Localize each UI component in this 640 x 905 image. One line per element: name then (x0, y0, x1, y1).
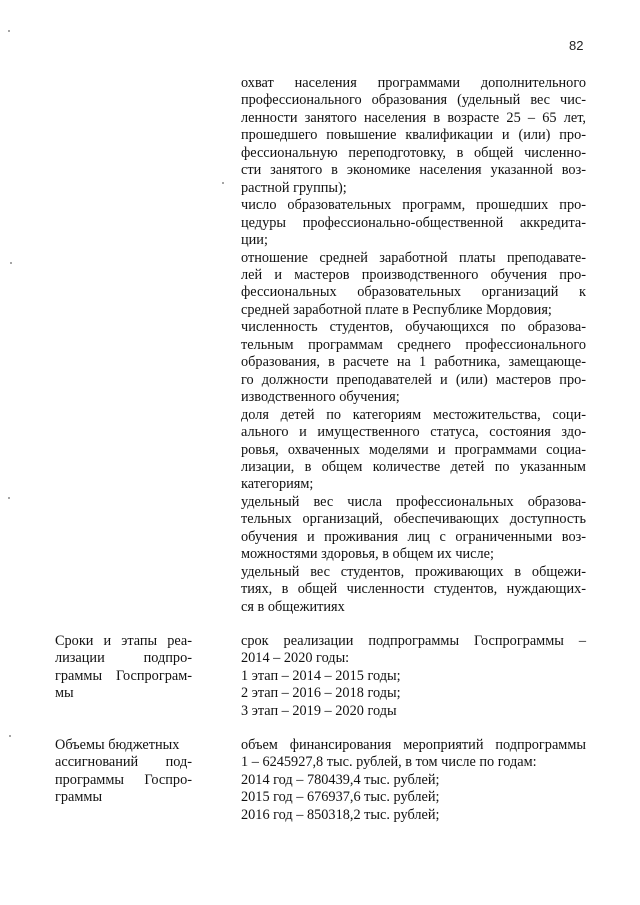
scan-mark (10, 262, 12, 264)
indicators-text (241, 75, 586, 616)
text-line: ции; (241, 232, 268, 249)
funds-value (241, 737, 586, 824)
text-line: доля детей по категориям местожительства, соци- (241, 406, 586, 423)
text-line: обучения и проживания лиц с ограниченными воз- (241, 528, 586, 545)
text-line: охват населения программами дополнительного (241, 75, 586, 91)
text-line: средней заработной плате в Республике Мордовия; (241, 301, 552, 318)
label-line: Сроки и этапы реа- (55, 633, 192, 649)
label-line: программы Госпро- (55, 771, 192, 788)
text-line: лей и мастеров производственного обучения про- (241, 266, 586, 283)
label-line: ассигнований под- (55, 754, 192, 771)
terms-label (55, 633, 192, 703)
text-line: тельным программам среднего профессионального (241, 336, 586, 353)
text-line: 2015 год – 676937,6 тыс. рублей; (241, 789, 440, 806)
text-line: растной группы); (241, 179, 347, 196)
text-line: прошедшего повышение квалификации и (или) про- (241, 127, 586, 144)
text-line: 3 этап – 2019 – 2020 годы (241, 702, 397, 719)
text-line: ального и имущественного статуса, состояния здо- (241, 424, 586, 441)
text-line: лизации, в общем количестве детей по указанным (241, 458, 586, 475)
scan-mark (8, 30, 10, 32)
text-line: образования, в расчете на 1 работника, замещающе- (241, 354, 586, 371)
text-line: фессиональных образовательных организаций к (241, 284, 586, 301)
scan-mark (8, 497, 10, 499)
text-line: ровья, охваченных моделями и программами социа- (241, 441, 586, 458)
label-line: граммы (55, 789, 103, 806)
text-line: 1 – 6245927,8 тыс. рублей, в том числе по годам: (241, 754, 537, 771)
label-line: лизации подпро- (55, 650, 192, 667)
text-line: 2016 год – 850318,2 тыс. рублей; (241, 806, 440, 823)
text-line: категориям; (241, 476, 314, 493)
funds-label (55, 737, 192, 807)
text-line: сти занятого в экономике населения указанной воз- (241, 162, 586, 179)
text-line: 2014 год – 780439,4 тыс. рублей; (241, 771, 440, 788)
text-line: объем финансирования мероприятий подпрограммы (241, 737, 586, 753)
text-line: ленности занятого населения в возрасте 25 – 65 лет, (241, 109, 586, 126)
text-line: 2 этап – 2016 – 2018 годы; (241, 685, 401, 702)
text-line: тельных организаций, обеспечивающих доступность (241, 511, 586, 528)
terms-value (241, 633, 586, 720)
text-line: можностями здоровья, в общем их числе; (241, 546, 494, 563)
text-line: изводственного обучения; (241, 389, 400, 406)
page-number: 82 (569, 38, 584, 53)
text-line: го должности преподавателей и (или) мастеров про- (241, 371, 586, 388)
text-line: 1 этап – 2014 – 2015 годы; (241, 667, 401, 684)
text-line: профессионального образования (удельный вес чис- (241, 92, 586, 109)
label-line: мы (55, 685, 74, 702)
label-line: граммы Госпрограм- (55, 667, 192, 684)
text-line: численность студентов, обучающихся по образова- (241, 319, 586, 336)
text-line: отношение средней заработной платы преподавате- (241, 249, 586, 266)
text-line: удельный вес студентов, проживающих в общежи- (241, 563, 586, 580)
label-line: Объемы бюджетных (55, 737, 180, 753)
text-line: 2014 – 2020 годы: (241, 650, 350, 667)
text-line: ся в общежитиях (241, 598, 345, 615)
text-line: удельный вес числа профессиональных образова- (241, 493, 586, 510)
text-line: фессиональную переподготовку, в общей численно- (241, 144, 586, 161)
text-line: срок реализации подпрограммы Госпрограммы – (241, 633, 586, 649)
text-line: тиях, в общей численности студентов, нуждающих- (241, 581, 586, 598)
text-line: цедуры профессионально-общественной аккредита- (241, 214, 586, 231)
scan-mark (222, 182, 224, 184)
scan-mark (9, 735, 11, 737)
text-line: число образовательных программ, прошедших про- (241, 197, 586, 214)
